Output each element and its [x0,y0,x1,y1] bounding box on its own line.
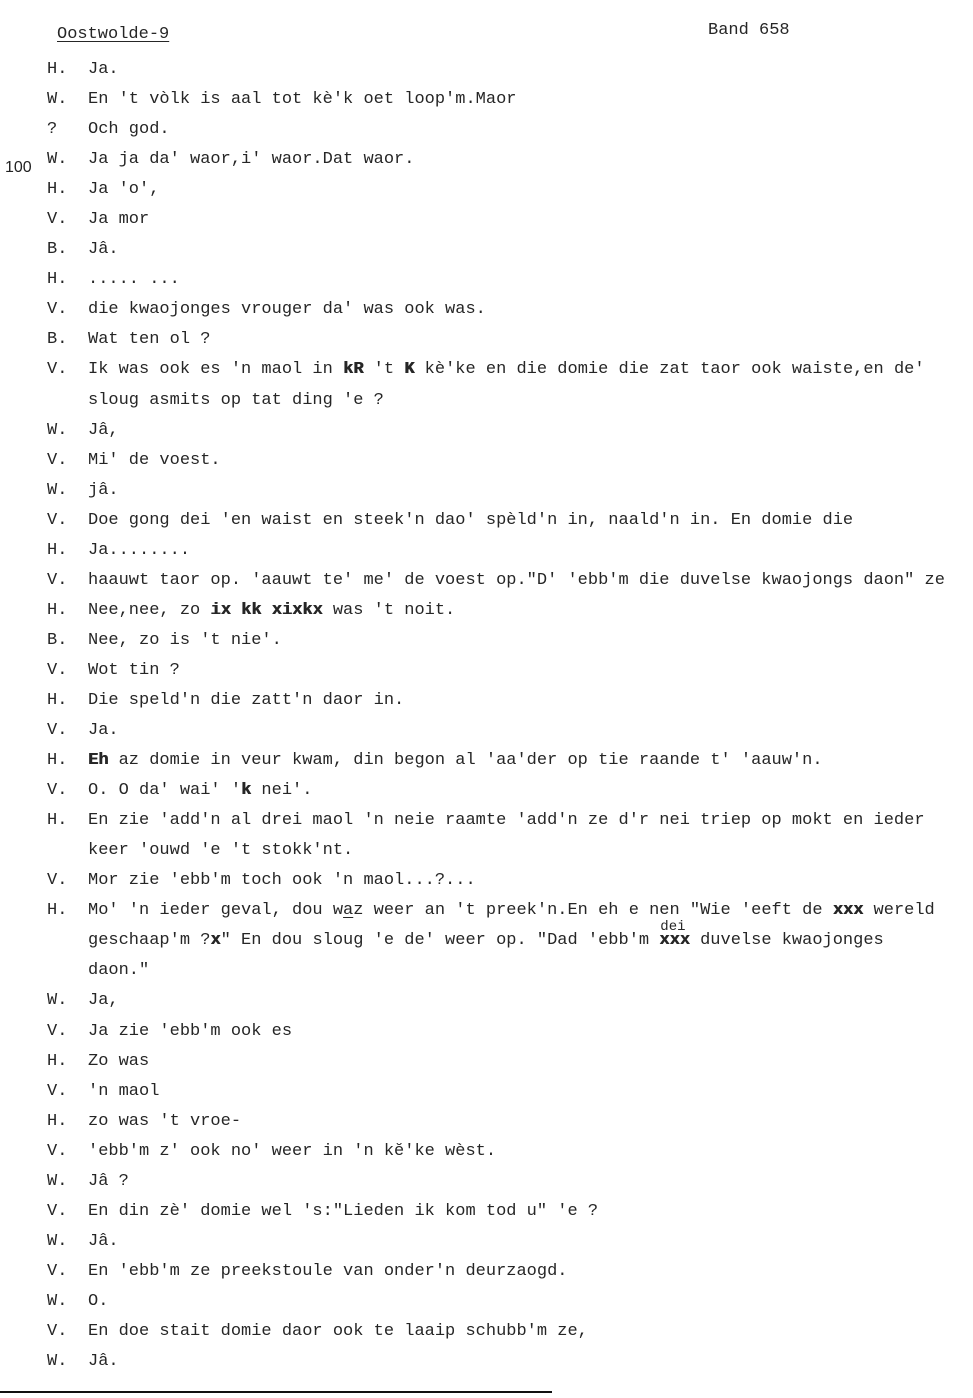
transcript-line [0,205,973,235]
text-segment: duvelse kwaojonges [689,931,884,951]
text-segment: 't [363,360,405,380]
line-text [88,566,945,596]
line-text [88,626,282,656]
transcript-line [0,566,973,596]
transcript-line [0,1167,973,1197]
line-text [88,55,119,85]
speaker-label: H. [47,811,68,831]
transcript-line [0,776,973,806]
transcript-line [0,145,973,175]
text-segment: keer 'ouwd 'e 't stokk'nt. [88,841,354,861]
text-segment: Nee, zo is 't nie'. [88,630,282,650]
text-segment: Ja zie 'ebb'm ook es [88,1021,293,1041]
text-segment: Jâ ? [88,1171,129,1191]
text-segment: nei'. [251,781,313,801]
transcript-line [0,85,973,115]
text-segment: Ja, [88,991,119,1011]
line-text [88,175,159,205]
speaker-label: H. [47,751,68,771]
speaker-label: H. [47,1051,68,1071]
text-segment: Die speld'n die zatt'n daor in. [88,690,405,710]
transcript-line [0,686,973,716]
text-segment: " En dou sloug 'e de' weer op. "Dad 'ebb'm [220,931,660,951]
text-segment: Doe gong dei 'en waist en steek'n dao' spèld'n in, naald'n in. En domie die [88,510,854,530]
text-segment: O. O da' wai' ' [88,781,242,801]
speaker-label: V. [47,1201,68,1221]
line-text [88,235,119,265]
speaker-label: W. [47,420,68,440]
speaker-label: W. [47,480,68,500]
line-text [88,716,119,746]
line-text [88,746,823,776]
text-segment: Mo' 'n ieder geval, dou w [88,901,344,921]
transcript-line [0,506,973,536]
text-segment: Wat ten ol ? [88,330,211,350]
line-text [88,776,312,806]
speaker-label: B. [47,630,68,650]
speaker-label: V. [47,721,68,741]
line-text [88,506,853,536]
line-text [88,476,119,506]
speaker-label: V. [47,871,68,891]
speaker-label: H. [47,180,68,200]
speaker-label: B. [47,240,68,260]
line-text [88,919,884,956]
overtyped-text: K [404,360,415,380]
line-text [88,355,925,385]
speaker-label: W. [47,1291,68,1311]
speaker-label: W. [47,1352,68,1372]
speaker-label: V. [47,781,68,801]
line-text [88,446,221,476]
speaker-label: V. [47,360,68,380]
line-text [88,836,353,866]
text-segment: Nee,nee, zo [88,600,211,620]
text-segment: Ja 'o', [88,180,160,200]
transcript-line [0,265,973,295]
text-segment: Jâ. [88,1352,119,1372]
transcript-line [0,1227,973,1257]
text-segment: ..... ... [88,270,180,290]
overtyped-text: ix kk xixkx [210,600,323,620]
transcript-line [0,596,973,626]
transcript-line [0,325,973,355]
page-bottom-rule [0,1391,552,1393]
speaker-label: ? [47,120,58,140]
speaker-label: V. [47,660,68,680]
text-segment: Och god. [88,120,170,140]
speaker-label: H. [47,600,68,620]
text-segment: En din zè' domie wel 's:"Lieden ik kom tod u" 'e ? [88,1201,599,1221]
speaker-label: V. [47,510,68,530]
transcript-line [0,235,973,265]
text-segment: Ik was ook es 'n maol in [88,360,344,380]
transcript-line [0,1077,973,1107]
document-title: Oostwolde-9 [57,25,170,44]
speaker-label: V. [47,570,68,590]
transcript-line-continuation [0,386,973,416]
text-segment: 'ebb'm z' ook no' weer in 'n kĕ'ke wèst. [88,1141,497,1161]
line-text [88,416,119,446]
transcript-line [0,55,973,85]
speaker-label: W. [47,90,68,110]
transcript-line [0,746,973,776]
line-text [88,866,476,896]
transcript-line [0,1047,973,1077]
text-segment: En 't vòlk is aal tot kè'k oet loop'm.Maor [88,90,517,110]
line-text [88,1137,496,1167]
speaker-label: W. [47,1231,68,1251]
text-segment: Mor zie 'ebb'm toch ook 'n maol...?... [88,871,476,891]
line-text [88,536,190,566]
speaker-label: V. [47,210,68,230]
speaker-label: H. [47,1111,68,1131]
transcript-line [0,476,973,506]
line-text [88,986,119,1016]
transcript-line [0,355,973,385]
text-segment: jâ. [88,480,119,500]
line-text [88,325,210,355]
overtyped-text: x [210,931,221,951]
transcript-line [0,1017,973,1047]
text-segment: daon." [88,961,150,981]
speaker-label: V. [47,450,68,470]
text-segment: Ja. [88,721,119,741]
line-text [88,1107,241,1137]
transcript-line [0,295,973,325]
transcript-line [0,986,973,1016]
transcript-line-continuation [0,919,973,956]
transcript-line [0,1137,973,1167]
speaker-label: B. [47,330,68,350]
text-segment: z weer an 't preek'n.En eh e nen "Wie 'eeft de [353,901,833,921]
text-segment: zo was 't vroe- [88,1111,242,1131]
speaker-label: H. [47,540,68,560]
transcript-line [0,416,973,446]
transcript-line [0,1107,973,1137]
line-text [88,386,384,416]
line-text [88,1287,108,1317]
speaker-label: W. [47,1171,68,1191]
transcript-line [0,115,973,145]
line-text [88,806,925,836]
text-segment: Mi' de voest. [88,450,221,470]
transcript-line [0,896,973,926]
speaker-label: V. [47,300,68,320]
transcript-line [0,626,973,656]
text-segment: En zie 'add'n al drei maol 'n neie raamte 'add'n ze d'r nei triep op mokt en ieder [88,811,925,831]
speaker-label: H. [47,690,68,710]
speaker-label: W. [47,150,68,170]
transcript-line [0,1257,973,1287]
line-text [88,1347,119,1377]
speaker-label: H. [47,270,68,290]
text-segment: Ja mor [88,210,150,230]
line-text [88,1077,159,1107]
line-text [88,295,486,325]
overtyped-text: Eh [88,751,109,771]
speaker-label: V. [47,1261,68,1281]
line-text [88,205,149,235]
speaker-label: V. [47,1081,68,1101]
line-text [88,265,180,295]
text-segment: kè'ke en die domie die zat taor ook waiste,en de' [414,360,925,380]
transcript-line [0,1347,973,1377]
transcript [0,55,973,1377]
line-text [88,896,935,926]
text-segment: was 't noit. [322,600,456,620]
text-segment: Jâ. [88,1231,119,1251]
transcript-line [0,446,973,476]
text-segment: haauwt taor op. 'aauwt te' me' de voest op."D' 'ebb'm die duvelse kwaojongs daon" ze [88,570,945,590]
margin-line-counter: 100 [5,159,32,176]
text-segment: az domie in veur kwam, din begon al 'aa'der op tie raande t' 'aauw'n. [108,751,823,771]
text-segment: En 'ebb'm ze preekstoule van onder'n deurzaogd. [88,1261,568,1281]
interlinear-correction: dei [660,919,686,936]
text-segment: Jâ. [88,240,119,260]
line-text [88,1167,129,1197]
transcript-line [0,1317,973,1347]
transcript-line [0,866,973,896]
line-text [88,656,180,686]
speaker-label: H. [47,901,68,921]
transcript-line [0,1287,973,1317]
transcript-line [0,716,973,746]
overtyped-text: k [241,781,252,801]
speaker-label: W. [47,991,68,1011]
transcript-line [0,536,973,566]
text-segment: Ja. [88,60,119,79]
line-text [88,1257,567,1287]
transcript-line [0,1197,973,1227]
text-segment: En doe stait domie daor ook te laaip schubb'm ze, [88,1321,588,1341]
speaker-label: H. [47,60,68,79]
text-segment: sloug asmits op tat ding 'e ? [88,390,384,410]
overtyped-text: xxx dei [659,919,690,951]
text-segment: Ja........ [88,540,191,560]
overtyped-text: kR [343,360,364,380]
line-text [88,956,149,986]
transcript-line [0,656,973,686]
line-text [88,85,516,115]
line-text [88,1047,149,1077]
tape-number: Band 658 [708,21,790,40]
overtyped-text: xxx [832,901,864,921]
transcript-line [0,175,973,205]
text-segment: Jâ, [88,420,119,440]
speaker-label: V. [47,1141,68,1161]
transcript-line [0,806,973,836]
text-segment: wereld [863,901,935,921]
line-text [88,115,170,145]
speaker-label: V. [47,1321,68,1341]
line-text [88,686,404,716]
transcript-line-continuation [0,836,973,866]
text-segment: geschaap'm ? [88,931,211,951]
line-text [88,1197,598,1227]
line-text [88,1317,588,1347]
line-text [88,1227,119,1257]
text-segment: O. [88,1291,109,1311]
transcript-line-continuation [0,956,973,986]
text-segment: Ja ja da' waor,i' waor.Dat waor. [88,150,415,170]
line-text [88,596,455,626]
line-text [88,145,414,175]
underlined-text: a [343,901,354,921]
text-segment: die kwaojonges vrouger da' was ook was. [88,300,486,320]
text-segment: Zo was [88,1051,150,1071]
text-segment: 'n maol [88,1081,160,1101]
text-segment: Wot tin ? [88,660,180,680]
line-text [88,1017,292,1047]
speaker-label: V. [47,1021,68,1041]
